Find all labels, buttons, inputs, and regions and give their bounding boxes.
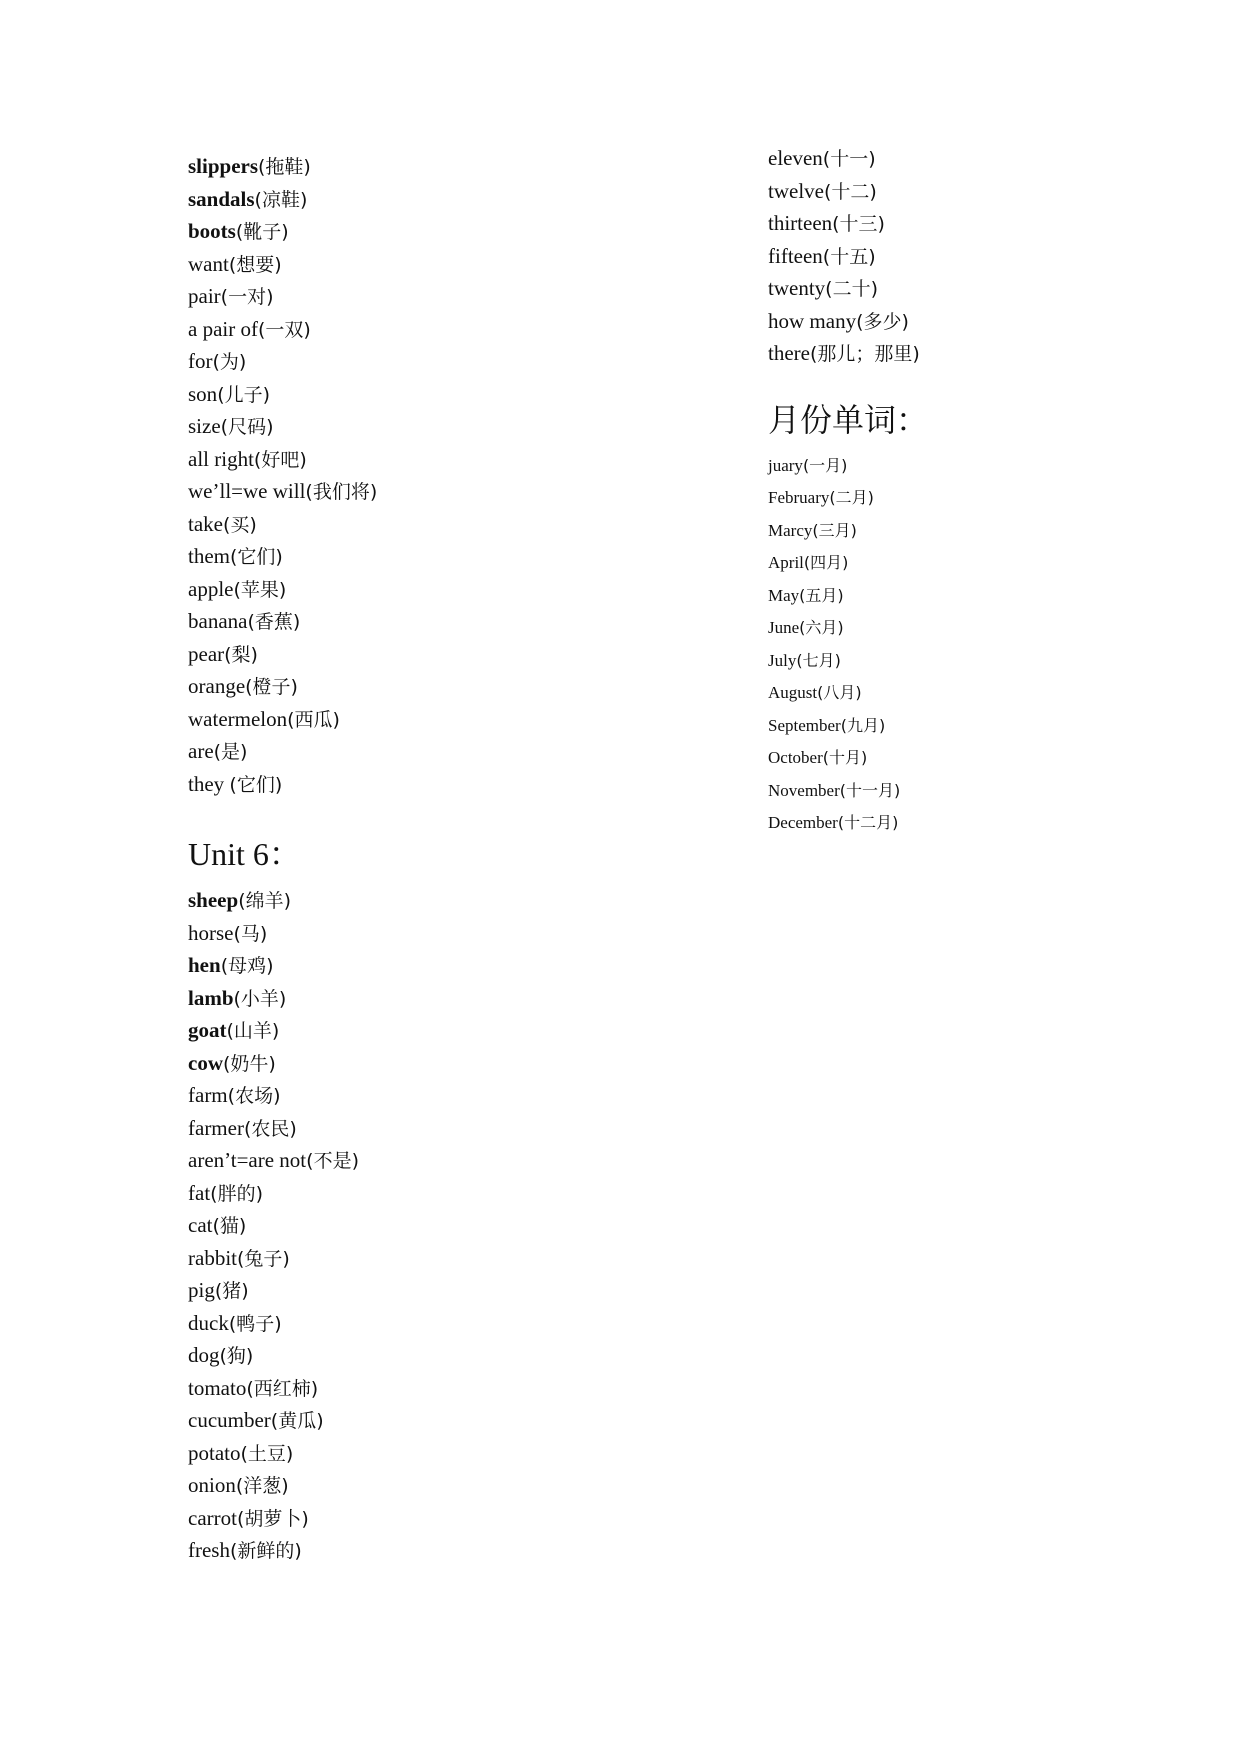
vocab-english: horse <box>188 920 234 945</box>
vocab-entry <box>188 150 748 183</box>
vocab-english: February <box>768 488 830 507</box>
vocab-english: thirteen <box>768 211 833 235</box>
vocab-english: fat <box>188 1180 211 1205</box>
vocab-chinese: (九月) <box>840 715 886 735</box>
vocab-chinese: (奶牛) <box>223 1052 276 1075</box>
vocab-chinese: (二月) <box>829 488 874 507</box>
vocab-entry <box>188 1177 748 1210</box>
vocab-english: fresh <box>188 1538 230 1562</box>
vocab-entry <box>768 482 1188 515</box>
vocab-entry <box>188 735 748 768</box>
vocab-english: pair <box>188 284 221 308</box>
vocab-english: twenty <box>768 276 826 300</box>
vocab-entry <box>768 775 1188 808</box>
vocab-chinese: (十二) <box>823 180 877 203</box>
vocab-english: a pair of <box>188 316 258 341</box>
vocab-entry <box>768 677 1188 710</box>
vocab-english: August <box>768 683 818 702</box>
vocab-entry <box>768 645 1188 678</box>
vocab-english: pig <box>188 1278 215 1302</box>
vocab-entry <box>768 142 1188 175</box>
vocab-chinese: (母鸡) <box>220 955 274 977</box>
vocab-chinese: (是) <box>213 741 248 763</box>
vocab-english: lamb <box>188 985 234 1010</box>
vocab-english: sandals <box>188 186 255 211</box>
vocab-english: banana <box>188 609 248 633</box>
vocab-entry <box>768 272 1188 305</box>
vocab-chinese: (四月) <box>803 553 849 572</box>
vocab-english: fifteen <box>768 243 823 268</box>
vocab-english: April <box>768 553 804 572</box>
vocab-entry <box>188 1242 748 1275</box>
vocab-chinese: (香蕉) <box>247 611 301 633</box>
vocab-entry <box>768 612 1188 645</box>
vocab-chinese: (二十) <box>825 278 878 300</box>
vocab-entry <box>188 982 748 1015</box>
vocab-chinese: (洋葱) <box>235 1475 289 1497</box>
vocab-entry <box>768 305 1188 338</box>
vocab-entry <box>188 508 748 541</box>
vocab-english: want <box>188 251 229 276</box>
unit-6-heading: Unit 6： <box>188 836 301 872</box>
vocab-english: there <box>768 341 810 365</box>
left-column <box>188 150 748 1567</box>
vocab-entry <box>188 1372 748 1405</box>
vocab-entry <box>188 638 748 671</box>
vocab-english: farmer <box>188 1115 244 1140</box>
vocab-entry <box>188 884 748 917</box>
vocab-entry <box>768 742 1188 775</box>
vocab-chinese: (梨) <box>224 643 258 666</box>
vocab-chinese: (山羊) <box>226 1020 280 1042</box>
vocab-entry <box>768 207 1188 240</box>
vocab-entry <box>188 917 748 950</box>
vocab-chinese: (一月) <box>802 455 848 475</box>
vocab-chinese: (兔子) <box>236 1247 290 1270</box>
vocabulary-list-months <box>768 450 1188 840</box>
vocab-english: October <box>768 748 823 767</box>
vocab-english: November <box>768 780 840 800</box>
vocab-entry <box>188 1079 748 1112</box>
vocab-chinese: (七月) <box>796 650 841 670</box>
vocab-english: onion <box>188 1473 236 1497</box>
vocab-chinese: (小羊) <box>233 987 287 1010</box>
vocab-entry <box>188 1112 748 1145</box>
vocab-english: farm <box>188 1083 228 1107</box>
vocab-chinese: (十一月) <box>839 780 901 800</box>
vocab-english: May <box>768 585 800 605</box>
vocab-english: all right <box>188 446 254 471</box>
vocab-english: duck <box>188 1310 229 1335</box>
vocab-chinese: (为) <box>212 351 247 373</box>
vocab-entry <box>188 280 748 313</box>
vocab-chinese: (橙子) <box>245 676 298 698</box>
vocab-chinese: (八月) <box>817 683 862 702</box>
vocab-english: sheep <box>188 888 239 912</box>
vocab-entry <box>188 1534 748 1567</box>
vocab-english: eleven <box>768 146 823 170</box>
vocab-entry <box>188 1339 748 1372</box>
vocab-english: apple <box>188 576 234 601</box>
vocab-entry <box>188 703 748 736</box>
vocab-english: goat <box>188 1018 227 1042</box>
vocab-english: boots <box>188 219 236 243</box>
vocab-chinese: (马) <box>233 922 268 945</box>
vocab-english: twelve <box>768 178 824 203</box>
vocab-chinese: (十二月) <box>837 813 899 832</box>
vocab-entry <box>188 1404 748 1437</box>
vocab-english: tomato <box>188 1375 247 1400</box>
vocab-chinese: (土豆) <box>240 1442 294 1465</box>
vocab-chinese: (儿子) <box>217 383 271 406</box>
vocab-english: them <box>188 544 230 568</box>
vocab-entry <box>188 215 748 248</box>
vocab-english: cucumber <box>188 1408 271 1432</box>
vocabulary-list-unit-6 <box>188 884 748 1567</box>
vocab-english: dog <box>188 1343 220 1367</box>
vocab-entry <box>188 1437 748 1470</box>
vocab-entry <box>188 1274 748 1307</box>
vocab-english: hen <box>188 953 221 977</box>
vocab-english: orange <box>188 674 246 698</box>
vocab-entry <box>188 768 748 801</box>
vocab-entry <box>188 1502 748 1535</box>
vocab-english: Marcy <box>768 520 813 540</box>
vocab-english: are <box>188 739 214 763</box>
vocab-entry <box>188 670 748 703</box>
vocab-chinese: (农民) <box>243 1117 297 1140</box>
vocab-entry <box>188 1144 748 1177</box>
vocab-chinese: (多少) <box>856 310 909 333</box>
vocab-chinese: (不是) <box>306 1150 359 1172</box>
vocab-entry <box>768 807 1188 840</box>
vocab-entry <box>768 337 1188 370</box>
vocab-entry <box>188 1209 748 1242</box>
vocab-chinese: (那儿；那里) <box>809 343 920 365</box>
vocab-chinese: (西红柿) <box>246 1377 319 1400</box>
right-column <box>768 142 1188 840</box>
vocab-english: aren’t=are not <box>188 1148 307 1172</box>
vocab-entry <box>188 378 748 411</box>
months-heading: 月份单词： <box>768 401 929 438</box>
vocab-chinese: (十月) <box>822 748 868 767</box>
vocab-chinese: (鸭子) <box>228 1312 282 1335</box>
vocab-english: watermelon <box>188 706 288 731</box>
vocab-entry <box>188 1307 748 1340</box>
vocab-english: size <box>188 414 221 438</box>
vocab-english: son <box>188 381 218 406</box>
vocab-chinese: (想要) <box>228 253 282 276</box>
vocab-entry <box>188 475 748 508</box>
vocab-english: rabbit <box>188 1245 237 1270</box>
vocab-entry <box>188 1469 748 1502</box>
vocab-english: cow <box>188 1050 223 1075</box>
vocab-chinese: (黄瓜) <box>270 1410 324 1432</box>
vocab-entry <box>188 949 748 982</box>
vocabulary-list-numbers <box>768 142 1188 370</box>
vocab-chinese: (它们) <box>229 773 283 796</box>
vocab-english: pear <box>188 641 225 666</box>
vocab-entry <box>188 248 748 281</box>
vocab-chinese: (狗) <box>219 1345 254 1367</box>
vocab-chinese: (十一) <box>822 148 876 170</box>
vocab-entry <box>768 710 1188 743</box>
vocab-entry <box>188 313 748 346</box>
vocab-chinese: (农场) <box>227 1085 281 1107</box>
vocab-english: cat <box>188 1213 213 1237</box>
vocab-english: juary <box>768 455 803 475</box>
vocab-english: they <box>188 771 230 796</box>
vocab-chinese: (我们将) <box>305 481 378 503</box>
vocab-chinese: (三月) <box>812 520 857 540</box>
vocab-chinese: (胖的) <box>210 1182 263 1205</box>
vocab-english: potato <box>188 1440 241 1465</box>
vocab-chinese: (西瓜) <box>287 708 340 731</box>
vocab-english: carrot <box>188 1505 237 1530</box>
vocab-chinese: (十三) <box>832 213 885 235</box>
vocab-entry <box>768 175 1188 208</box>
vocabulary-list-shoes-fruit <box>188 150 748 800</box>
vocab-entry <box>188 345 748 378</box>
vocab-english: June <box>768 618 800 637</box>
vocab-entry <box>768 580 1188 613</box>
vocab-entry <box>188 540 748 573</box>
vocab-entry <box>188 573 748 606</box>
vocab-entry <box>188 183 748 216</box>
vocab-entry <box>188 1047 748 1080</box>
vocab-chinese: (五月) <box>799 585 844 605</box>
vocab-chinese: (苹果) <box>233 578 287 601</box>
vocab-chinese: (它们) <box>230 546 283 568</box>
vocab-chinese: (新鲜的) <box>229 1540 302 1562</box>
vocab-chinese: (买) <box>222 513 257 536</box>
vocab-entry <box>768 450 1188 483</box>
vocab-chinese: (胡萝卜) <box>236 1507 309 1530</box>
vocab-entry <box>188 443 748 476</box>
vocab-entry <box>768 547 1188 580</box>
vocab-chinese: (一对) <box>220 286 274 308</box>
vocab-english: September <box>768 715 841 735</box>
vocab-chinese: (绵羊) <box>238 890 292 912</box>
vocab-english: slippers <box>188 154 259 178</box>
vocab-entry <box>768 515 1188 548</box>
vocab-english: take <box>188 511 223 536</box>
vocab-entry <box>188 410 748 443</box>
vocab-chinese: (猫) <box>212 1215 247 1237</box>
vocab-english: for <box>188 349 213 373</box>
vocab-english: December <box>768 813 838 832</box>
vocab-entry <box>768 240 1188 273</box>
vocab-entry <box>188 1014 748 1047</box>
vocab-chinese: (好吧) <box>253 448 307 471</box>
vocab-chinese: (凉鞋) <box>254 188 308 211</box>
vocab-chinese: (一双) <box>257 318 311 341</box>
vocab-chinese: (靴子) <box>235 221 289 243</box>
vocab-chinese: (十五) <box>822 245 876 268</box>
vocab-chinese: (尺码) <box>220 416 274 438</box>
vocab-chinese: (拖鞋) <box>258 156 311 178</box>
vocab-english: July <box>768 650 797 670</box>
vocab-english: how many <box>768 308 857 333</box>
vocab-chinese: (六月) <box>799 618 844 637</box>
vocab-chinese: (猪) <box>214 1280 249 1302</box>
vocab-entry <box>188 605 748 638</box>
vocab-english: we’ll=we will <box>188 479 306 503</box>
